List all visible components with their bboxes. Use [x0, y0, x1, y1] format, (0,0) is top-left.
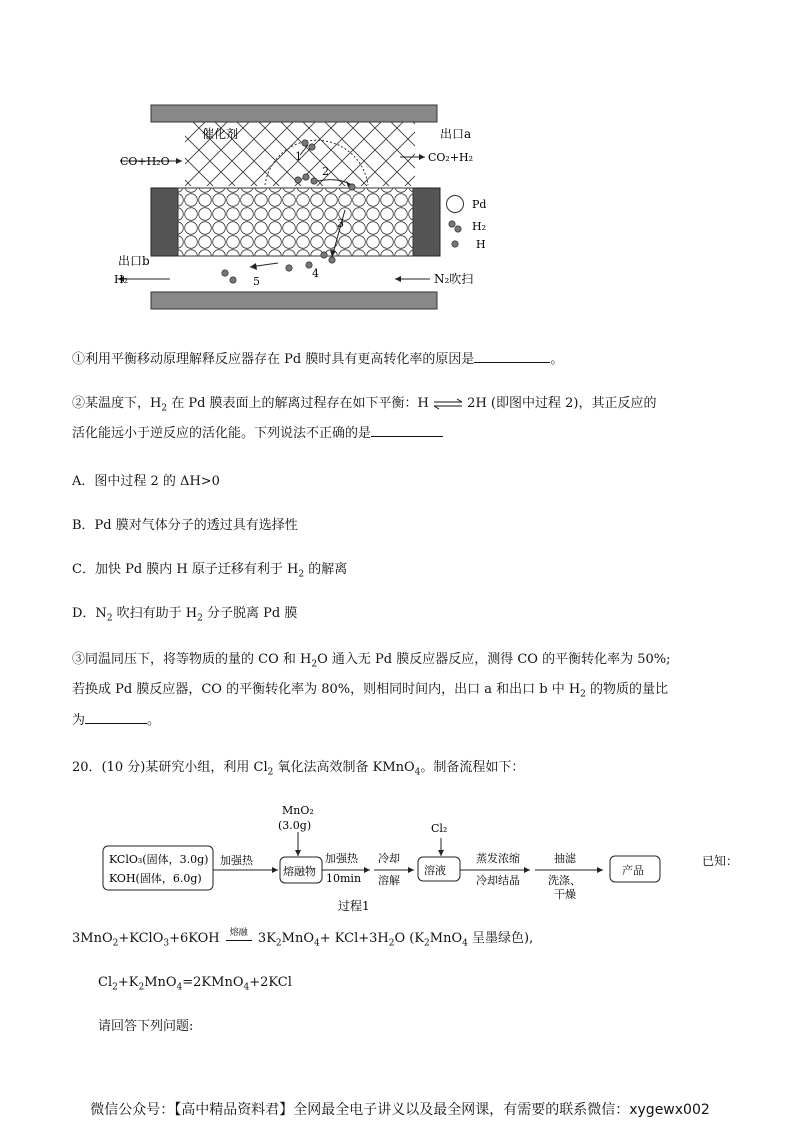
svg-text:溶液: 溶液	[424, 864, 446, 877]
svg-text:H: H	[476, 238, 486, 251]
footer-watermark: 微信公众号：【高中精品资料君】全网最全电子讲义以及最全网课，有需要的联系微信：xygewx002	[90, 1102, 710, 1118]
answer-prompt: 请回答下列问题:	[98, 1019, 194, 1034]
outlet-b-label: 出口b	[118, 254, 150, 268]
svg-text:溶解: 溶解	[378, 874, 400, 887]
svg-text:4: 4	[312, 267, 319, 280]
option-a: A．图中过程 2 的 ΔH>0	[72, 474, 220, 489]
svg-text:冷却结晶: 冷却结晶	[476, 874, 520, 887]
svg-text:加强热: 加强热	[325, 852, 358, 865]
outlet-a-label: 出口a	[440, 127, 472, 141]
equation-2: $Cl_2+K_2MnO_4=2KMnO_4+2KCl$	[98, 975, 292, 993]
svg-text:KOH(固体，6.0g): KOH(固体，6.0g)	[109, 872, 202, 885]
svg-text:1: 1	[295, 150, 302, 163]
question-3-line-3: 为 。	[72, 713, 161, 728]
kmno4-preparation-flowchart	[98, 800, 748, 915]
svg-text:MnO₂: MnO₂	[282, 804, 314, 817]
svg-text:Pd: Pd	[472, 198, 487, 211]
pd-legend-icon	[447, 196, 464, 213]
product-b-label: H₂	[114, 273, 129, 286]
left-block	[151, 188, 178, 256]
svg-text:(3.0g): (3.0g)	[278, 819, 312, 832]
answer-blank-2[interactable]	[371, 424, 443, 437]
svg-text:洗涤、: 洗涤、	[548, 874, 581, 887]
answer-blank-3[interactable]	[85, 711, 147, 724]
svg-text:冷却: 冷却	[378, 852, 400, 865]
option-d: D．$N_2$ 吹扫有助于 $H_2$ 分子脱离 Pd 膜	[72, 606, 298, 624]
svg-text:抽滤: 抽滤	[554, 852, 576, 865]
equation-1: 3MnO$_2$+KClO$_3$+6KOH $^{熔融}$ $3K_2MnO_4+ KCl+3H_2O$ ($K_2MnO_4$ 呈墨绿色),	[72, 928, 534, 949]
svg-text:Cl₂: Cl₂	[431, 822, 448, 835]
svg-text:加强热: 加强热	[220, 854, 253, 867]
question-2-line-1: ②某温度下，$H_2$ 在 Pd 膜表面上的解离过程存在如下平衡：H 2H (即图中过程 2)，其正反应的	[72, 396, 657, 414]
svg-text:熔融物: 熔融物	[283, 865, 316, 878]
svg-text:产品: 产品	[622, 864, 644, 877]
equilibrium-arrow-icon	[433, 398, 463, 410]
svg-text:2: 2	[322, 165, 329, 178]
svg-text:已知：: 已知：	[702, 854, 739, 868]
svg-text:蒸发浓缩: 蒸发浓缩	[476, 852, 520, 865]
answer-blank-1[interactable]	[474, 350, 550, 363]
top-plate	[151, 105, 437, 122]
bottom-plate	[151, 292, 437, 309]
svg-text:KClO₃(固体，3.0g): KClO₃(固体，3.0g)	[109, 853, 209, 866]
product-a-label: CO₂+H₂	[428, 151, 474, 164]
question-2-line-2: 活化能远小于逆反应的活化能。下列说法不正确的是	[72, 424, 443, 443]
inlet-label: CO+H₂O	[120, 155, 170, 168]
svg-text:3: 3	[337, 217, 344, 230]
option-c: C．加快 Pd 膜内 H 原子迁移有利于 $H_2$ 的解离	[72, 562, 348, 580]
svg-text:5: 5	[253, 275, 260, 288]
svg-text:过程1: 过程1	[338, 899, 370, 913]
catalyst-label: 催化剂	[202, 127, 239, 141]
svg-text:干燥: 干燥	[554, 888, 576, 901]
question-3-line-2: 若换成 Pd 膜反应器，CO 的平衡转化率为 80%，则相同时间内，出口 a 和出口 b 中 $H_2$ 的物质的量比	[72, 682, 669, 700]
pd-membrane	[178, 188, 413, 256]
question-20-intro: 20．(10 分)某研究小组，利用 $Cl_2$ 氧化法高效制备 KMnO$_4$。制备流程如下：	[72, 760, 525, 778]
question-1: ①利用平衡移动原理解释反应器存在 Pd 膜时具有更高转化率的原因是 。	[72, 352, 564, 367]
svg-text:H₂: H₂	[472, 220, 487, 233]
option-b: B．Pd 膜对气体分子的透过具有选择性	[72, 518, 298, 533]
right-block	[413, 188, 440, 256]
pd-membrane-reactor-diagram	[100, 95, 500, 330]
sweep-label: N₂吹扫	[434, 272, 474, 286]
svg-text:10min: 10min	[326, 872, 362, 885]
question-3-line-1: ③同温同压下，将等物质的量的 CO 和 $H_2O$ 通入无 Pd 膜反应器反应，测得 CO 的平衡转化率为 50%;	[72, 652, 671, 670]
